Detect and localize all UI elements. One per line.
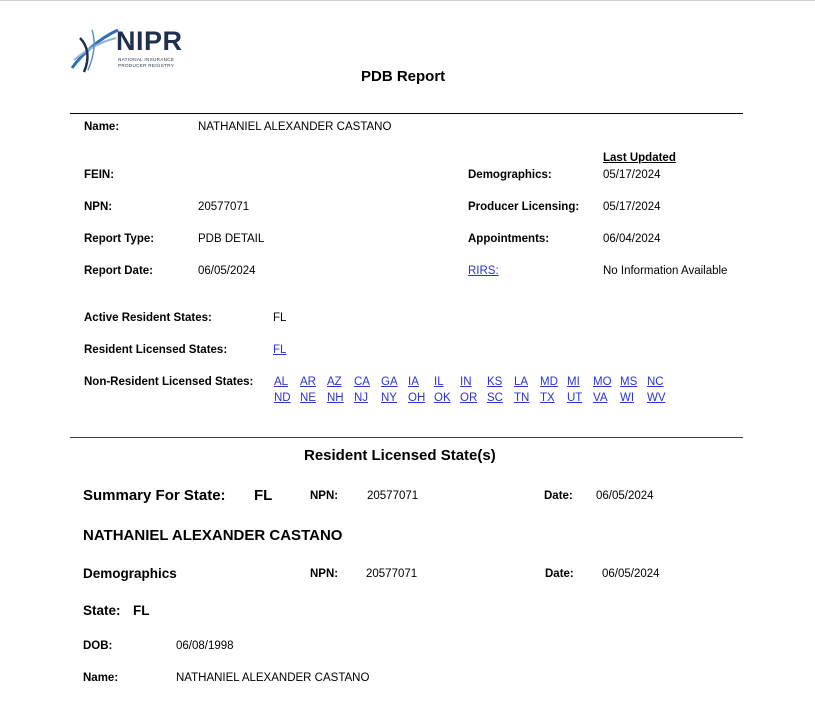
non-resident-state-link[interactable]: WV: [647, 392, 666, 404]
last-updated-heading: Last Updated: [603, 152, 676, 164]
dob-value: 06/08/1998: [176, 640, 234, 652]
non-resident-state-link[interactable]: IL: [434, 376, 444, 388]
non-resident-state-link[interactable]: SC: [487, 392, 503, 404]
non-resident-state-link[interactable]: NH: [327, 392, 344, 404]
producer-full-name: NATHANIEL ALEXANDER CASTANO: [83, 527, 343, 544]
demographics-name-value: NATHANIEL ALEXANDER CASTANO: [176, 672, 370, 684]
non-resident-state-link[interactable]: CA: [354, 376, 370, 388]
non-resident-state-link[interactable]: NC: [647, 376, 664, 388]
state-label: State:: [83, 603, 121, 618]
non-resident-state-link[interactable]: OR: [460, 392, 478, 404]
appointments-updated: 06/04/2024: [603, 233, 661, 245]
summary-npn-label: NPN:: [310, 490, 339, 502]
producer-licensing-label: Producer Licensing:: [468, 201, 580, 213]
non-resident-state-link[interactable]: AL: [274, 376, 289, 388]
report-type-label: Report Type:: [84, 233, 155, 245]
non-resident-state-link[interactable]: NY: [381, 392, 397, 404]
logo-subtitle-1: NATIONAL INSURANCE: [118, 57, 175, 62]
dob-label: DOB:: [83, 640, 113, 652]
non-resident-state-link[interactable]: NJ: [354, 392, 369, 404]
non-resident-state-link[interactable]: TX: [540, 392, 555, 404]
npn-label: NPN:: [84, 201, 113, 213]
demographics-npn-value: 20577071: [366, 568, 418, 580]
appointments-label: Appointments:: [468, 233, 550, 245]
non-resident-state-link[interactable]: UT: [567, 392, 583, 404]
rirs-value: No Information Available: [603, 265, 728, 277]
name-label: Name:: [84, 121, 120, 133]
non-resident-state-link[interactable]: MI: [567, 376, 580, 388]
section-divider: [70, 437, 743, 438]
non-resident-state-link[interactable]: ND: [274, 392, 291, 404]
fein-label: FEIN:: [84, 169, 115, 181]
non-resident-state-link[interactable]: NE: [300, 392, 316, 404]
non-resident-state-link[interactable]: MD: [540, 376, 558, 388]
name-value: NATHANIEL ALEXANDER CASTANO: [198, 121, 392, 133]
demographics-updated: 05/17/2024: [603, 169, 661, 181]
report-type-value: PDB DETAIL: [198, 233, 265, 245]
non-resident-state-link[interactable]: WI: [620, 392, 635, 404]
top-border: [0, 0, 815, 1]
non-resident-state-link[interactable]: MO: [593, 376, 612, 388]
non-resident-state-link[interactable]: LA: [514, 376, 529, 388]
demographics-label: Demographics:: [468, 169, 552, 181]
demographics-date-label: Date:: [545, 568, 574, 580]
non-resident-state-link[interactable]: MS: [620, 376, 638, 388]
non-resident-state-link[interactable]: IA: [408, 376, 419, 388]
non-resident-licensed-states-label: Non-Resident Licensed States:: [84, 376, 254, 388]
active-resident-states-value: FL: [273, 312, 287, 324]
non-resident-state-link[interactable]: AZ: [327, 376, 342, 388]
resident-state-link-fl[interactable]: FL: [273, 344, 287, 356]
non-resident-state-link[interactable]: KS: [487, 376, 503, 388]
rirs-link[interactable]: RIRS:: [468, 265, 499, 277]
resident-licensed-states-title: Resident Licensed State(s): [304, 447, 496, 464]
summary-state-value: FL: [254, 487, 273, 504]
header-divider: [70, 113, 743, 114]
resident-licensed-states-label: Resident Licensed States:: [84, 344, 228, 356]
non-resident-state-link[interactable]: TN: [514, 392, 530, 404]
logo-subtitle-2: PRODUCER REGISTRY: [118, 63, 175, 68]
non-resident-state-link[interactable]: AR: [300, 376, 316, 388]
summary-date-value: 06/05/2024: [596, 490, 654, 502]
demographics-name-label: Name:: [83, 672, 119, 684]
npn-value: 20577071: [198, 201, 250, 213]
demographics-section-title: Demographics: [83, 566, 177, 581]
state-value: FL: [133, 603, 150, 618]
demographics-npn-label: NPN:: [310, 568, 339, 580]
report-date-label: Report Date:: [84, 265, 154, 277]
non-resident-state-link[interactable]: IN: [460, 376, 472, 388]
non-resident-state-link[interactable]: VA: [593, 392, 608, 404]
non-resident-state-link[interactable]: OH: [408, 392, 426, 404]
summary-npn-value: 20577071: [367, 490, 419, 502]
summary-for-state-label: Summary For State:: [83, 487, 226, 504]
demographics-date-value: 06/05/2024: [602, 568, 660, 580]
logo-wordmark: NIPR: [116, 26, 183, 56]
report-title: PDB Report: [361, 68, 446, 85]
non-resident-state-link[interactable]: GA: [381, 376, 398, 388]
non-resident-state-link[interactable]: OK: [434, 392, 451, 404]
producer-licensing-updated: 05/17/2024: [603, 201, 661, 213]
swoosh-icon: [70, 24, 120, 76]
nipr-logo: [70, 24, 190, 76]
summary-date-label: Date:: [544, 490, 573, 502]
report-date-value: 06/05/2024: [198, 265, 256, 277]
active-resident-states-label: Active Resident States:: [84, 312, 212, 324]
